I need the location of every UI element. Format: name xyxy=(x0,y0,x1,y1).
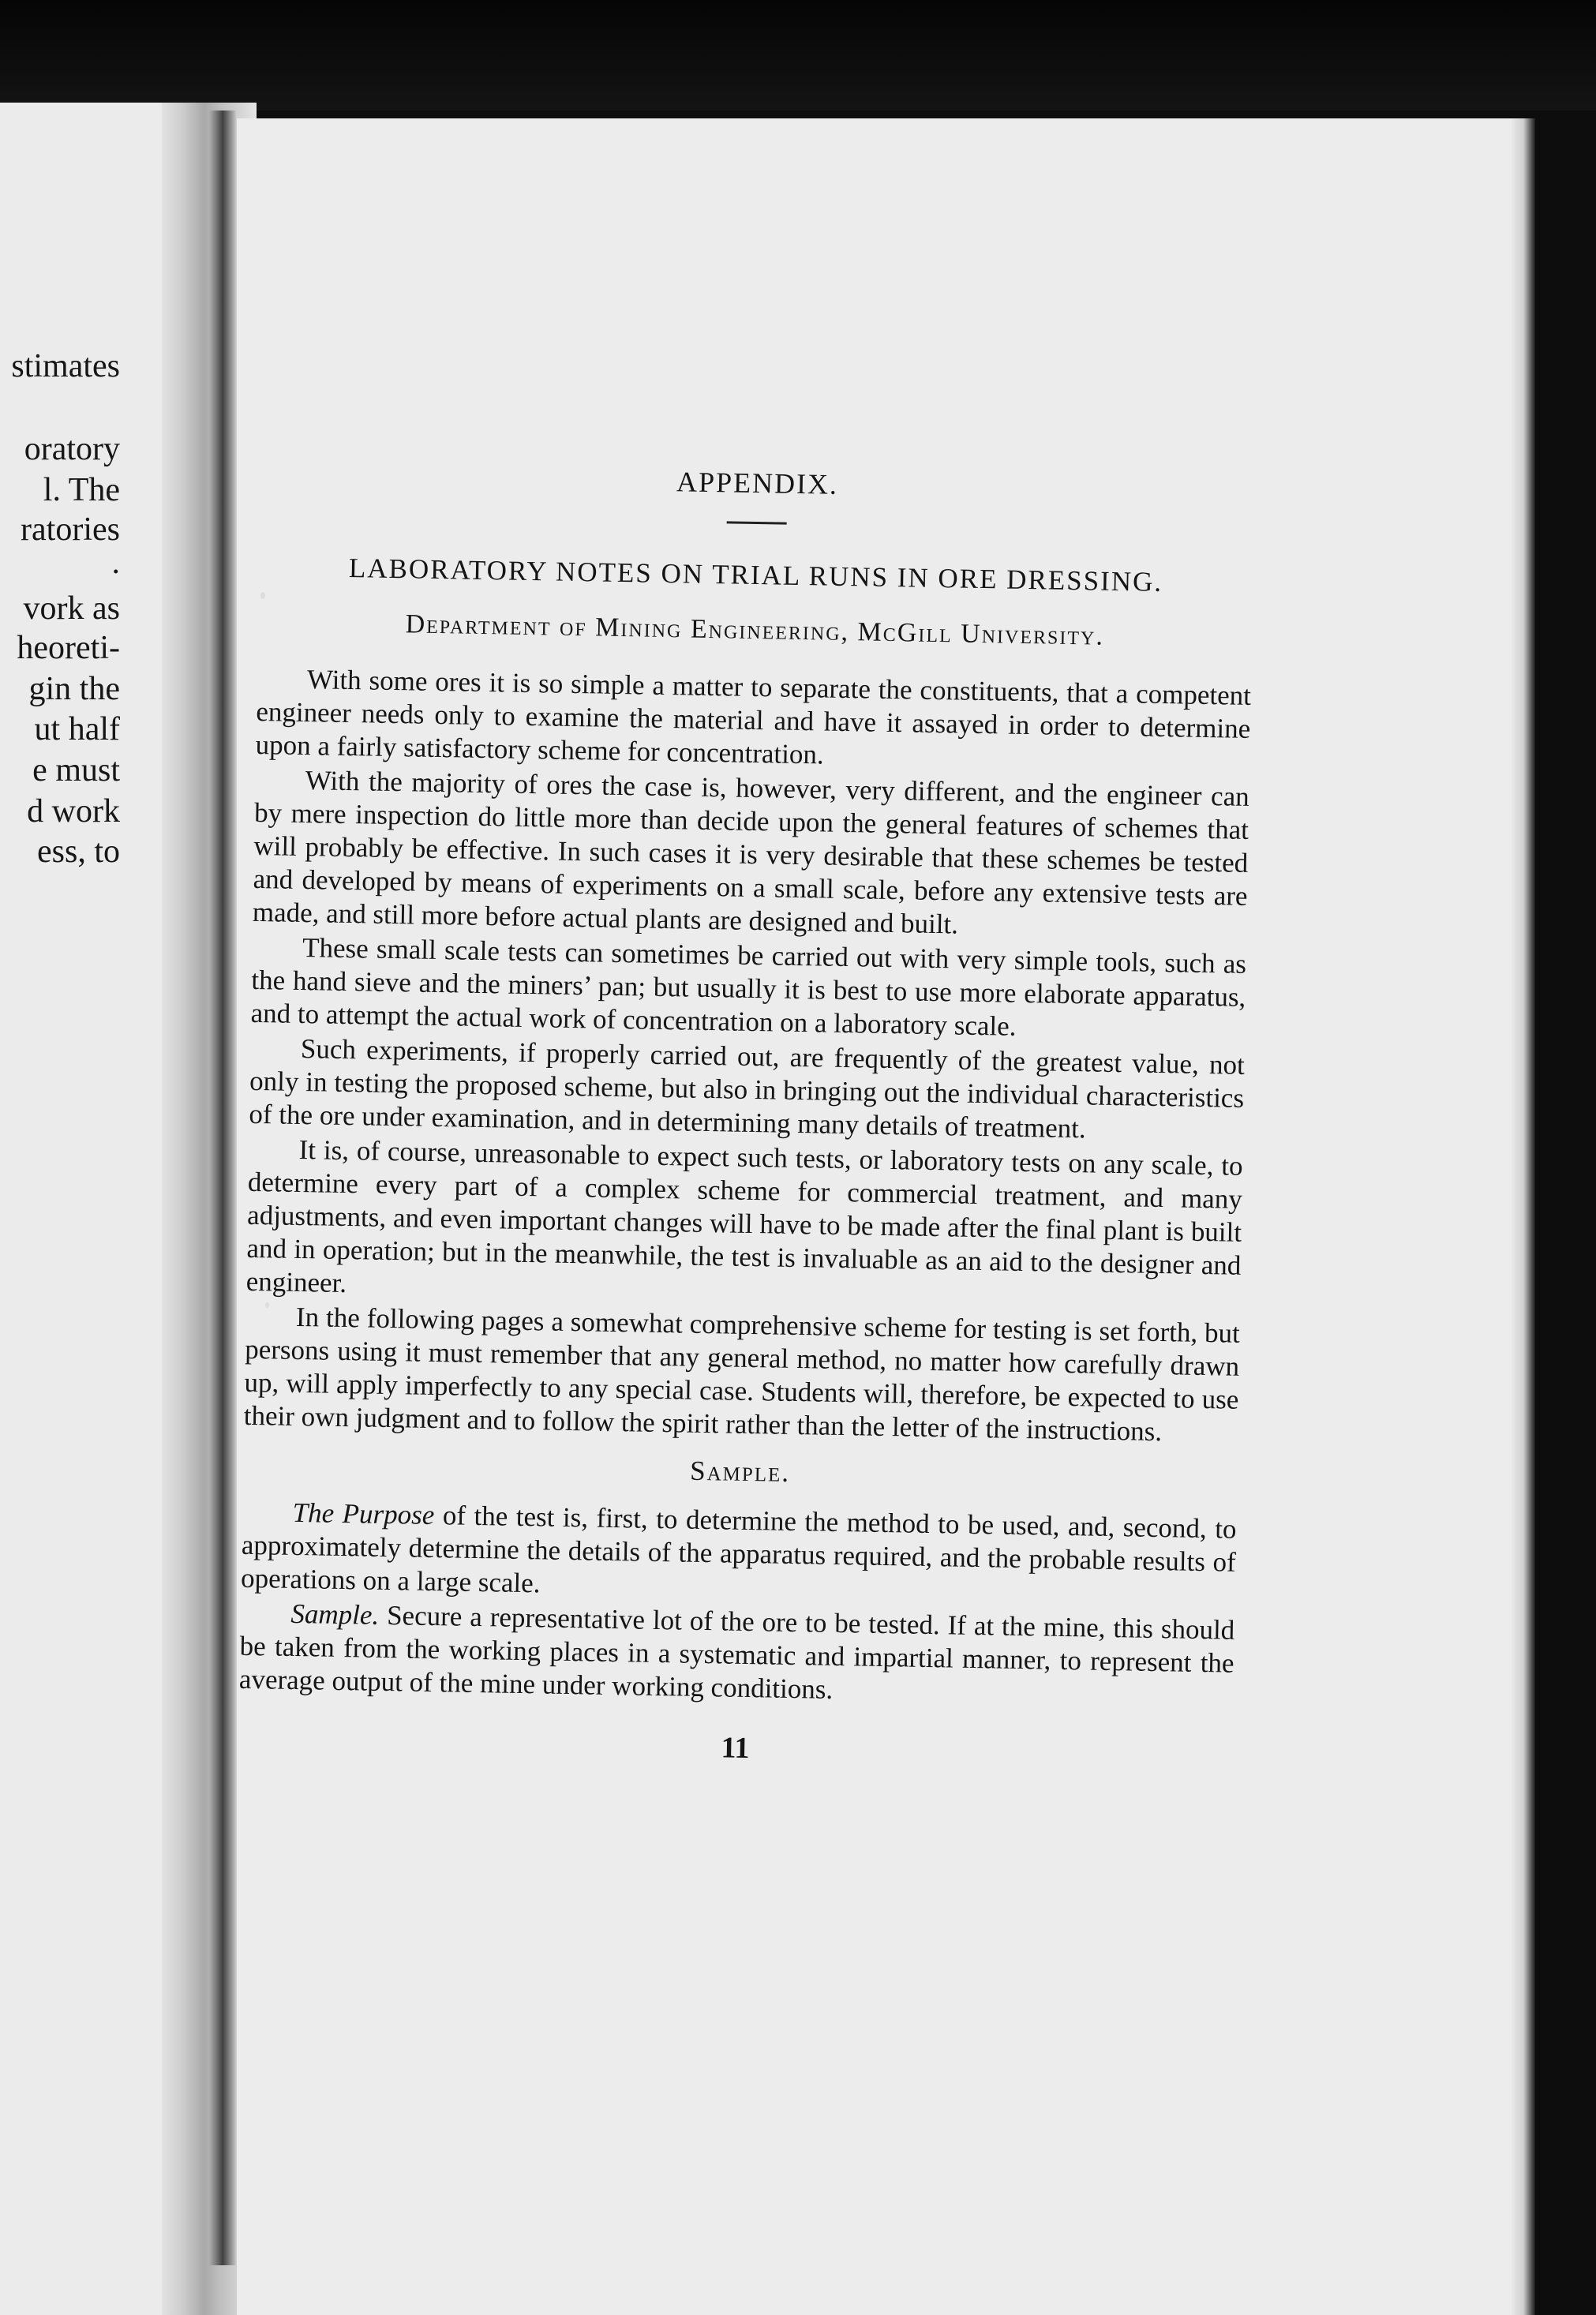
page-text-column xyxy=(238,458,1255,1774)
left-page-line: . xyxy=(111,545,120,581)
scanner-background xyxy=(0,0,1596,111)
appendix-title: APPENDIX. xyxy=(676,466,839,500)
sample-lead-in: Sample. xyxy=(290,1598,380,1631)
left-page-line: ratories xyxy=(21,511,120,548)
purpose-text: of the test is, first, to determine the method to be used, and, second, to approximately determine the details of the apparatus required, and the probable results of operations on a large scale. xyxy=(240,1500,1237,1599)
purpose-lead-in: The Purpose xyxy=(292,1497,435,1531)
sample-text: Secure a representative lot of the ore to be tested. If at the mine, this should be taken from the working places in a systematic and impartial manner, to represent the average output of the mine under working conditions. xyxy=(238,1599,1235,1705)
body-paragraph: With some ores it is so simple a matter to separate the constituents, that a competent engineer needs only to examine the material and have it assayed in order to determine upon a fairly satisfactory scheme for concentration. xyxy=(255,664,1252,770)
left-page-line: heoreti- xyxy=(17,630,120,666)
body-paragraph: In the following pages a somewhat comprehensive scheme for testing is set forth, but persons using it must remember that any general method, no matter how carefully drawn up, will apply imperfectly to any special case. Students will, therefore, be expected to use their own judgment and to follow the spirit rather than the letter of the instructions. xyxy=(243,1301,1241,1448)
left-page-line: ut half xyxy=(34,711,120,747)
page-number: 11 xyxy=(721,1731,750,1766)
body-paragraph: Such experiments, if properly carried out, are frequently of the greatest value, not only in testing the proposed scheme, but also in bringing out the individual characteristics of the ore under examination, and in determining many details of treatment. xyxy=(249,1033,1246,1144)
left-page-line: l. The xyxy=(43,472,120,508)
gutter-shadow xyxy=(209,111,236,2265)
left-page-line: oratory xyxy=(24,431,120,467)
body-paragraph: It is, of course, unreasonable to expect such tests, or laboratory tests on any scale, to determine every part of a complex scheme for commercial treatment, and many adjustments, and even important changes will have to be made after the final plant is built and in operation; but in the meanwhile, the test is invaluable as an aid to the designer and engineer. xyxy=(245,1133,1243,1299)
purpose-paragraph xyxy=(241,1496,1237,1613)
left-page-line: e must xyxy=(32,752,120,789)
left-page-line: vork as xyxy=(23,590,120,627)
body-paragraph: With the majority of ores the case is, however, very different, and the engineer can by mere inspection do little more than decide upon the general features of schemes that will probably be effective. In such cases it is very desirable that these schemes be tested and developed by means of experiments on a small scale, before any extensive tests are made, and still more before actual plants are designed and built. xyxy=(252,765,1250,940)
right-page-edge xyxy=(1512,118,1535,2315)
department-line: Department of Mining Engineering, McGill University. xyxy=(405,609,1105,651)
section-heading: Sample. xyxy=(689,1455,791,1488)
sample-paragraph xyxy=(239,1597,1235,1714)
main-heading: LABORATORY NOTES ON TRIAL RUNS IN ORE DRESSING. xyxy=(348,552,1163,597)
left-page-line: gin the xyxy=(28,671,120,707)
title-rule xyxy=(727,521,787,524)
left-page-line: ess, to xyxy=(37,833,120,870)
left-page-line: stimates xyxy=(11,348,120,384)
left-page-line: d work xyxy=(27,793,120,830)
body-paragraph: These small scale tests can sometimes be carried out with very simple tools, such as the hand sieve and the miners’ pan; but usually it is best to use more elaborate apparatus, and to attempt the actual work of concentration on a laboratory scale. xyxy=(250,932,1247,1042)
